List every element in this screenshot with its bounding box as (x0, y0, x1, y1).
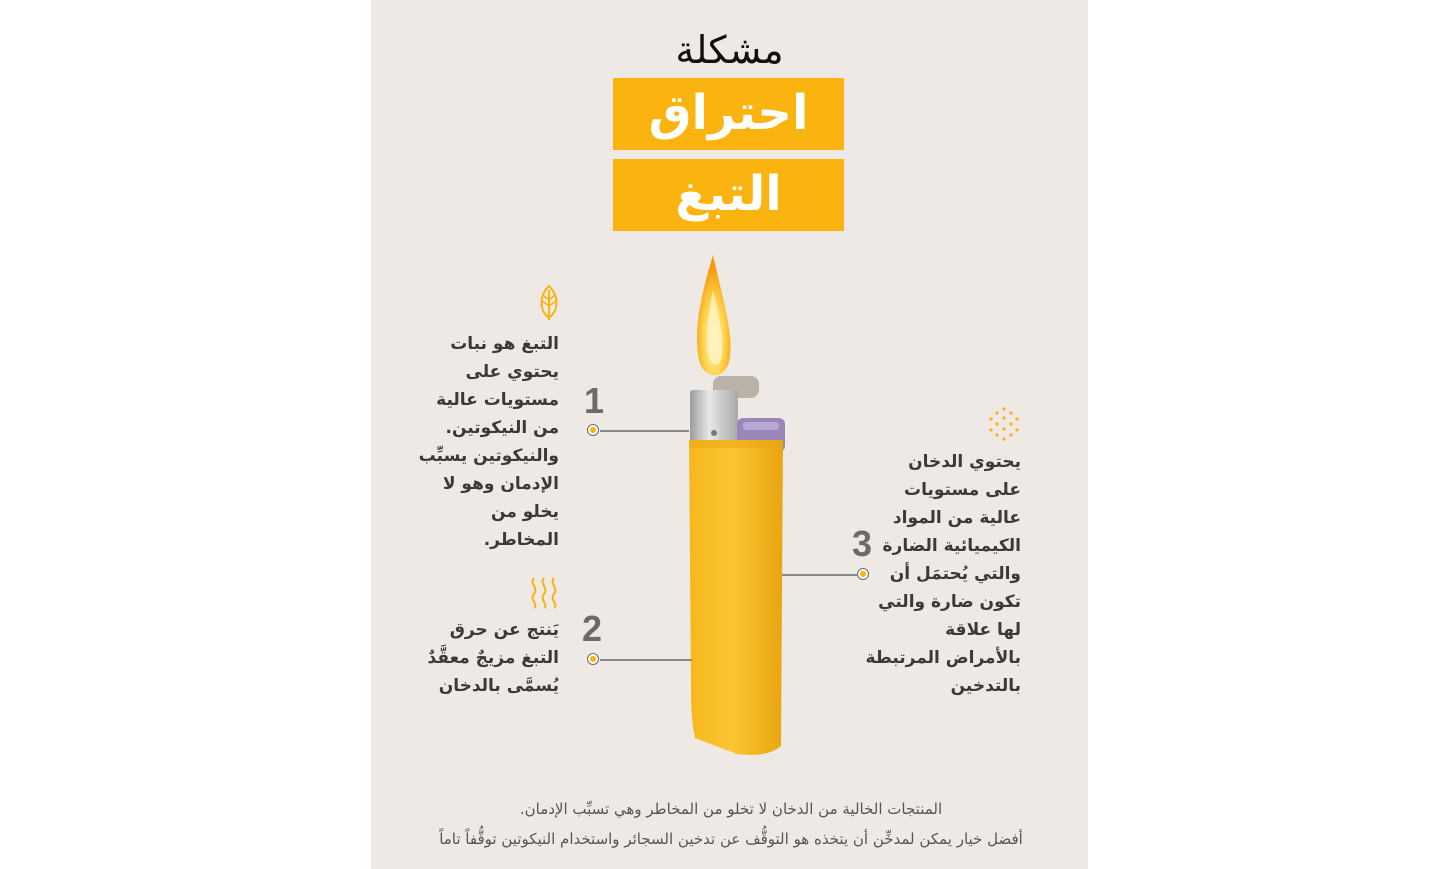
title-banner-tobacco: التبغ (613, 159, 844, 231)
footer-disclaimer (391, 794, 1071, 854)
title-problem: مشكلة (675, 28, 784, 72)
particles-icon (987, 406, 1021, 440)
point-3-number: 3 (852, 523, 873, 564)
point-2-number: 2 (582, 608, 603, 649)
point-3-connector (782, 574, 857, 576)
leaf-icon (537, 284, 561, 322)
point-2-connector (600, 659, 692, 661)
lighter-illustration (671, 250, 801, 760)
point-2-text: يَنتج عن حرق التبغ مزيجٌ معقَّدٌ يُسمَّى بالدخان (427, 620, 559, 696)
point-3-text: يحتوي الدخان على مستويات عالية من المواد الكيميائية الضارة والتي يُحتمَل أن تكون ضارة والتي لها علاقة بالأمراض المرتبطة بالتدخين (865, 452, 1021, 696)
point-1-connector (600, 430, 689, 432)
flame-icon (697, 255, 731, 375)
infographic-poster (371, 0, 1088, 869)
heat-waves-icon (529, 576, 559, 610)
lighter-metal-cap (690, 390, 738, 446)
point-1-marker (587, 424, 599, 436)
point-3-marker (857, 568, 869, 580)
footer-line-1: المنتجات الخالية من الدخان لا تخلو من المخاطر وهي تسبِّب الإدمان. (519, 800, 943, 818)
title-banner-burning: احتراق (613, 78, 844, 150)
point-2-marker (587, 653, 599, 665)
point-1-number: 1 (584, 380, 605, 421)
footer-line-2: أفضل خيار يمكن لمدخِّن أن يتخذه هو التوقُّف عن تدخين السجائر واستخدام النيكوتين توقُّفاً تاماً (439, 830, 1023, 848)
lighter-body (689, 440, 783, 755)
point-1-text: التبغ هو نبات يحتوي على مستويات عالية من النيكوتين. والنيكوتين يسبِّب الإدمان وهو لا يخلو من المخاطر. (418, 334, 559, 550)
